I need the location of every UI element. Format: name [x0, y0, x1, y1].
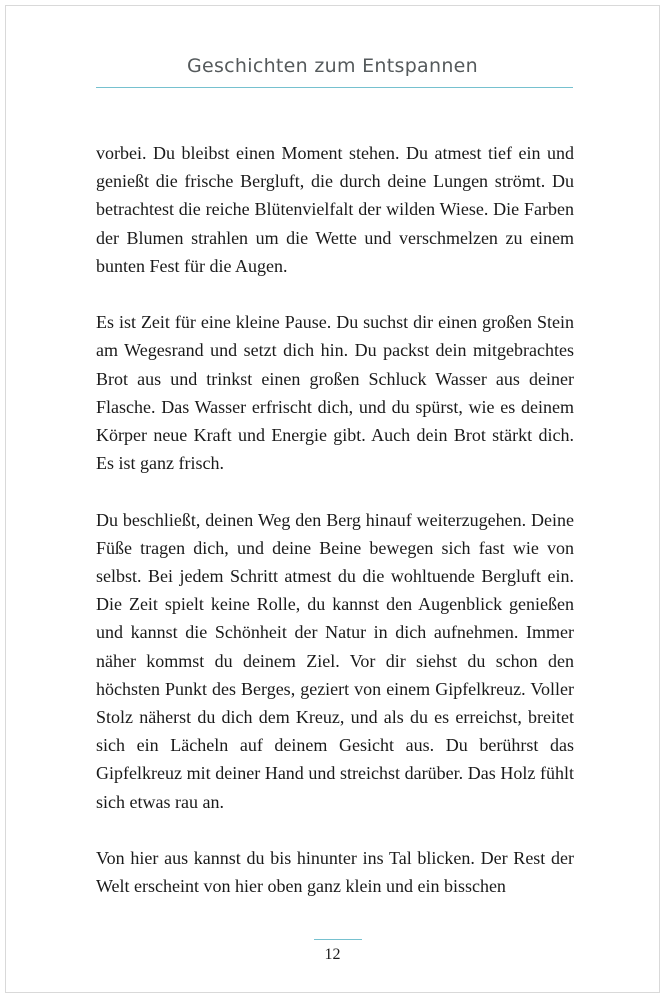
paragraph-4: Von hier aus kannst du bis hinunter ins Tal blicken. Der Rest der Welt erscheint von hier oben ganz klein und ein bisschen: [96, 848, 574, 897]
page-number: 12: [324, 946, 341, 963]
header-divider: [96, 87, 573, 88]
footer-divider: [314, 939, 362, 940]
paragraph-3: Du beschließt, deinen Weg den Berg hinauf weiterzugehen. Deine Füße tragen dich, und deine Beine bewegen sich fast wie von selbst. Bei jedem Schritt atmest du die wohltuende Bergluft ein. Die Zeit spielt keine Rolle, du kannst den Augenblick genießen und kannst die Schönheit der Natur in dich aufnehmen. Immer näher kommst du deinem Ziel. Vor dir siehst du schon den höchsten Punkt des Berges, geziert von einem Gipfelkreuz. Voller Stolz näherst du dich dem Kreuz, und als du es erreichst, breitet sich ein Lächeln auf deinem Gesicht aus. Du berührst das Gipfelkreuz mit deiner Hand und streichst darüber. Das Holz fühlt sich etwas rau an.: [96, 509, 574, 812]
book-page: [5, 5, 660, 993]
running-header-title: Geschichten zum Entspannen: [186, 55, 479, 77]
body-text: [96, 139, 574, 900]
paragraph-2: Es ist Zeit für eine kleine Pause. Du suchst dir einen großen Stein am Wegesrand und setzt dich hin. Du packst dein mitgebrachtes Brot aus und trinkst einen großen Schluck Wasser aus deiner Flasche. Das Wasser erfrischt dich, und du spürst, wie es deinem Körper neue Kraft und Energie gibt. Auch dein Brot stärkt dich. Es ist ganz frisch.: [96, 312, 574, 474]
paragraph-1: vorbei. Du bleibst einen Moment stehen. Du atmest tief ein und genießt die frische Bergluft, die durch deine Lungen strömt. Du betrachtest die reiche Blütenvielfalt der wilden Wiese. Die Farben der Blumen strahlen um die Wette und verschmelzen zu einem bunten Fest für die Augen.: [96, 143, 574, 276]
